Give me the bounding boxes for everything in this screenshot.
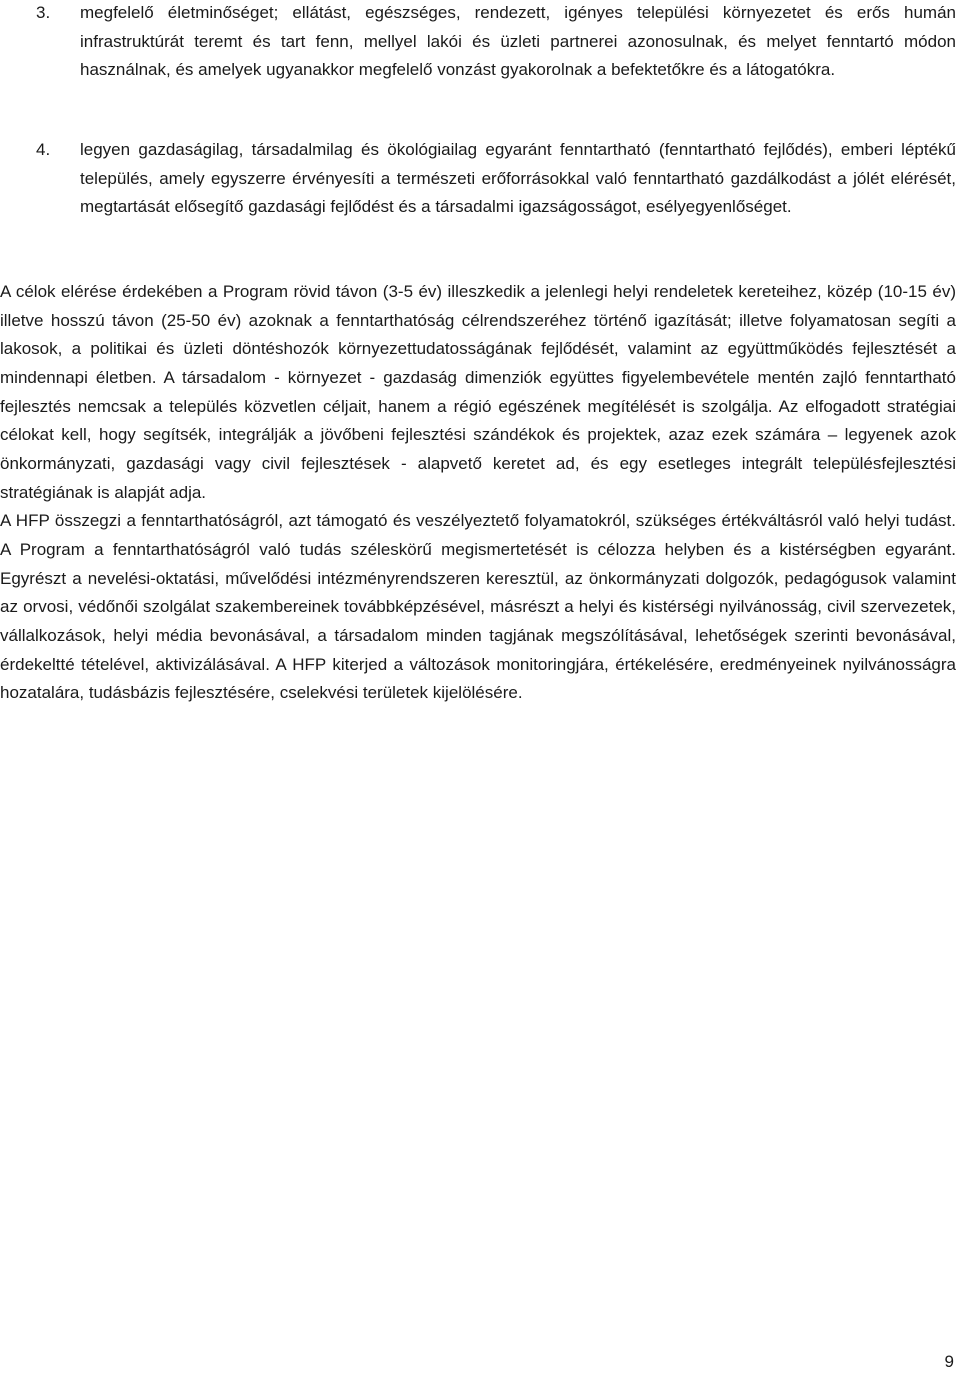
list-item-3 [36,0,956,85]
list-item-text: legyen gazdaságilag, társadalmilag és ökológiailag egyaránt fenntartható (fenntartható fejlődés), emberi léptékű település, amely egyszerre érvényesíti a természeti erőforrásokkal való fenntartható gazdálkodást a jólét elérését, megtartását elősegítő gazdasági fejlődést és a társadalmi igazságosságot, esélyegyenlőséget. [80,140,956,217]
page-number: 9 [944,1352,954,1371]
list-item-number: 4. [36,140,51,159]
paragraph-goals: A célok elérése érdekében a Program rövid távon (3-5 év) illeszkedik a jelenlegi helyi rendeletek kereteihez, közép (10-15 év) illetve hosszú távon (25-50 év) azoknak a fenntarthatóság célrendszeréhez történő igazítását; illetve folyamatosan segíti a lakosok, a politikai és üzleti döntéshozók környezettudatosságának fejlődését, valamint az együttműködés fejlesztését a mindennapi életben. A társadalom - környezet - gazdaság dimenziók együttes figyelembevétele mentén zajló fenntartható fejlesztés nemcsak a település közvetlen céljait, hanem a régió egészének megítélését is szolgálja. Az elfogadott stratégiai célokat kell, hogy segítsék, integrálják a jövőbeni fejlesztési szándékok és projektek, azaz ezek számára – legyenek azok önkormányzati, gazdasági vagy civil fejlesztések - alapvető keretet ad, és egy esetleges integrált településfejlesztési stratégiának is alapját adja. [0,282,956,502]
paragraph-hfp: A HFP összegzi a fenntarthatóságról, azt támogató és veszélyeztető folyamatokról, szükséges értékváltásról való helyi tudást. A Program a fenntarthatóságról való tudás széleskörű megismertetését is célozza helyben és a kistérségben egyaránt. Egyrészt a nevelési-oktatási, művelődési intézményrendszeren keresztül, az önkormányzati dolgozók, pedagógusok valamint az orvosi, védőnői szolgálat szakembereinek továbbképzésével, másrészt a helyi és kistérségi nyilvánosság, civil szervezetek, vállalkozások, helyi média bevonásával, a társadalom minden tagjának megszólításával, lehetőségek szerinti bevonásával, érdekeltté tételével, aktivizálásával. A HFP kiterjed a változások monitoringjára, értékelésére, eredményeinek nyilvánosságra hozatalára, tudásbázis fejlesztésére, cselekvési területek kijelölésére. [0,511,956,703]
body-text [0,278,956,708]
list-item-4 [36,136,956,222]
list-item-number: 3. [36,3,51,22]
list-item-text: megfelelő életminőséget; ellátást, egészséges, rendezett, igényes települési környezetet és erős humán infrastruktúrát teremt és tart fenn, mellyel lakói és üzleti partnerei azonosulnak, és melyet fenntartó módon használnak, és amelyek ugyanakkor megfelelő vonzást gyakorolnak a befektetőkre és a látogatókra. [80,3,956,80]
